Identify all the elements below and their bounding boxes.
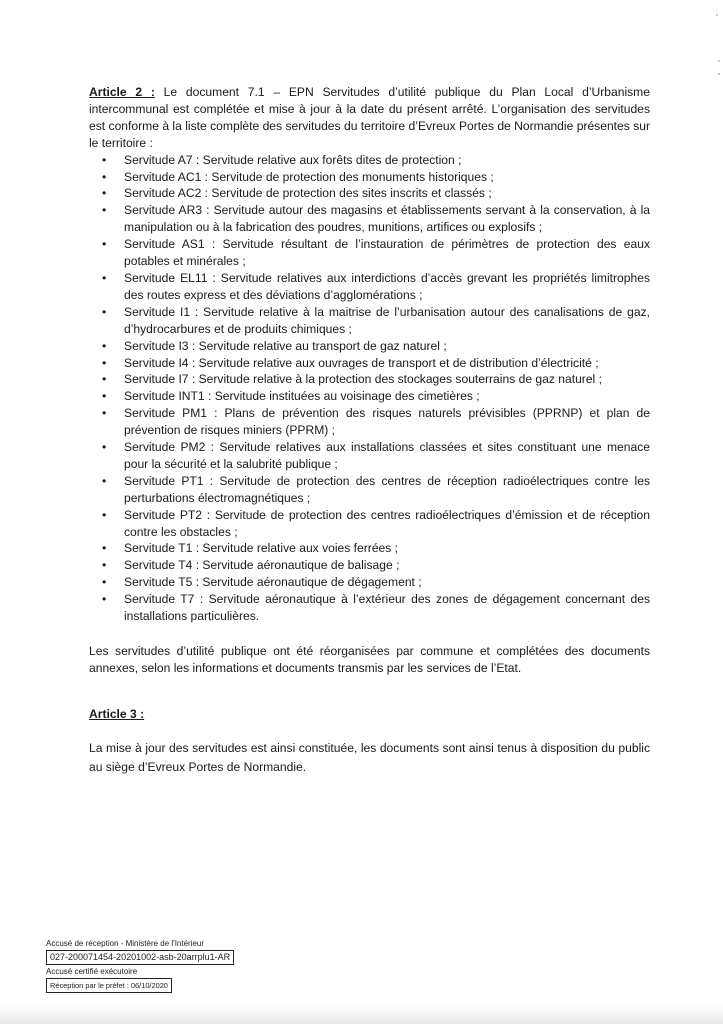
servitude-item [89,507,650,541]
bullet-icon: • [102,203,107,218]
bullet-icon: • [102,338,107,353]
article-2-intro-text: Le document 7.1 – EPN Servitudes d’utilité publique du Plan Local d’Urbanisme intercommunal est complétée et mise à jour à la date du présent arrêté. L’organisation des servitudes est conforme à la liste complète des servitudes du territoire d’Evreux Portes de Normandie présentes sur le territoire : [89,85,650,150]
servitude-text: Servitude I4 : Servitude relative aux ouvrages de transport et de distribution d’électricité ; [124,355,599,370]
servitude-item [89,152,650,169]
servitude-item [89,540,650,557]
bullet-icon: • [102,592,107,607]
article-2-intro [89,84,650,152]
servitude-text: Servitude PM2 : Servitude relatives aux installations classées et sites constituant une menace pour la sécurité et la salubrité publique ; [124,440,650,471]
article-2-closing: Les servitudes d’utilité publique ont été réorganisées par commune et complétées des documents annexes, selon les informations et documents transmis par les services de l’Etat. [89,644,650,675]
servitude-item [89,574,650,591]
bullet-icon: • [102,237,107,252]
servitude-item [89,388,650,405]
servitude-item [89,304,650,338]
article-3-heading: Article 3 : [89,707,145,721]
servitude-item [89,270,650,304]
bullet-icon: • [102,169,107,184]
servitude-item [89,591,650,625]
servitude-item [89,371,650,388]
servitude-item [89,557,650,574]
bullet-icon: • [102,558,107,573]
servitude-text: Servitude AS1 : Servitude résultant de l’instauration de périmètres de protection des eaux potables et minérales ; [124,237,650,269]
prefect-reception-box: Réception par le préfet : 06/10/2020 [46,978,172,993]
servitude-item [89,169,650,186]
servitude-text: Servitude PT2 : Servitude de protection des centres radioélectriques d’émission et de réception contre les obstacles ; [124,507,650,539]
servitude-text: Servitude A7 : Servitude relative aux forêts dites de protection ; [124,152,462,167]
bullet-icon: • [102,406,107,421]
servitude-text: Servitude AR3 : Servitude autour des magasins et établissements servant à la conservation, à la manipulation ou à la fabrication des poudres, munitions, artifices ou explosifs ; [124,203,650,235]
servitude-text: Servitude T4 : Servitude aéronautique de balisage ; [124,558,400,573]
bullet-icon: • [102,270,107,285]
receipt-label: Accusé de réception - Ministère de l'Intérieur [46,939,205,948]
servitude-item [89,338,650,355]
servitude-item [89,202,650,236]
bullet-icon: • [102,575,107,590]
servitude-text: Servitude T7 : Servitude aéronautique à l’extérieur des zones de dégagement concernant des installations particulières. [124,592,650,624]
page-bottom-shadow [0,1004,723,1024]
servitude-text: Servitude T1 : Servitude relative aux voies ferrées ; [124,541,399,556]
servitude-item [89,355,650,372]
bullet-icon: • [102,473,107,488]
bullet-icon: • [102,186,107,201]
servitude-item [89,439,650,473]
servitude-item [89,236,650,270]
bullet-icon: • [102,507,107,522]
article-2-heading: Article 2 : [89,85,155,99]
servitude-item [89,405,650,439]
receipt-id-box: 027-200071454-20201002-asb-20arrplu1-AR [46,950,234,965]
bullet-icon: • [102,372,107,387]
receipt-stamp [46,937,234,993]
servitude-text: Servitude INT1 : Servitude instituées au voisinage des cimetières ; [124,389,480,404]
servitude-text: Servitude I1 : Servitude relative à la maitrise de l’urbanisation autour des canalisations de gaz, d’hydrocarbures et de produits chimiques ; [124,304,650,336]
servitude-text: Servitude I3 : Servitude relative au transport de gaz naturel ; [124,338,447,353]
scan-speck [718,60,720,62]
bullet-icon: • [102,440,107,455]
scan-speck [716,14,718,16]
servitude-item [89,473,650,507]
servitudes-list [89,152,650,625]
servitude-text: Servitude I7 : Servitude relative à la protection des stockages souterrains de gaz naturel ; [124,372,602,387]
servitude-text: Servitude EL11 : Servitude relatives aux interdictions d’accès grevant les propriétés limitrophes des routes express et des déviations d’agglomérations ; [124,270,650,302]
servitude-text: Servitude AC1 : Servitude de protection des monuments historiques ; [124,169,494,184]
article-3-body: La mise à jour des servitudes est ainsi constituée, les documents sont ainsi tenus à disposition du public au siège d’Evreux Portes de Normandie. [89,741,650,774]
scan-speck [718,73,720,75]
servitude-text: Servitude AC2 : Servitude de protection des sites inscrits et classés ; [124,186,492,201]
bullet-icon: • [102,304,107,319]
bullet-icon: • [102,389,107,404]
bullet-icon: • [102,541,107,556]
servitude-item [89,185,650,202]
bullet-icon: • [102,152,107,167]
article-2 [89,84,650,625]
bullet-icon: • [102,355,107,370]
servitude-text: Servitude T5 : Servitude aéronautique de dégagement ; [124,575,422,590]
certified-label: Accusé certifié exécutoire [46,967,138,976]
servitude-text: Servitude PM1 : Plans de prévention des risques naturels prévisibles (PPRNP) et plan de prévention de risques miniers (PPRM) ; [124,406,650,438]
servitude-text: Servitude PT1 : Servitude de protection des centres de réception radioélectriques contre les perturbations électromagnétiques ; [124,473,650,505]
